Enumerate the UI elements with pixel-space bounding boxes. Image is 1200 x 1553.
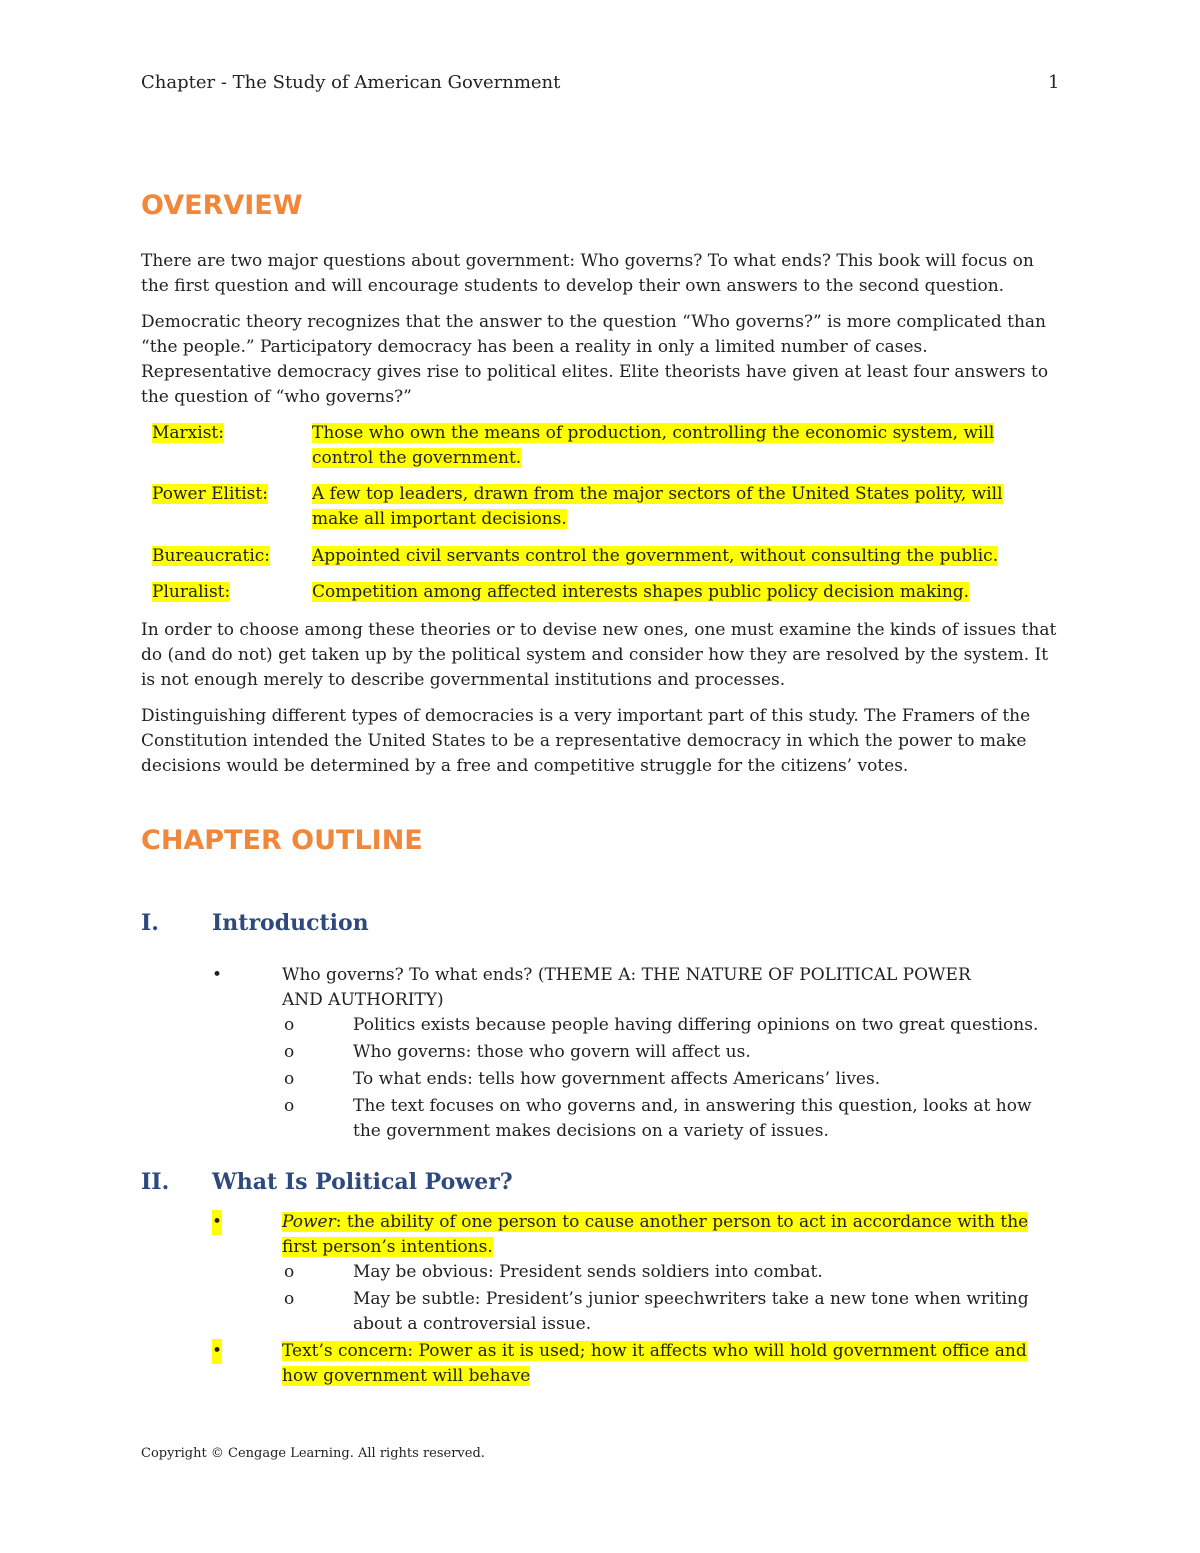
theory-definition: Those who own the means of production, controlling the economic system, will [312, 423, 995, 443]
sub-bullet-icon: o [284, 1015, 295, 1035]
section-numeral: II. [141, 1169, 170, 1195]
sub-list-item: o Who governs: those who govern will affect us. [284, 1040, 1064, 1066]
bullet-icon: • [212, 1210, 222, 1235]
theory-term: Pluralist: [152, 582, 231, 602]
overview-paragraph-3: In order to choose among these theories or to devise new ones, one must examine the kinds of issues that do (and do not) get taken up by the political system and consider how they are resolved by the system. It is not enough merely to describe governmental institutions and processes. [141, 620, 1057, 690]
sub-list-item: o The text focuses on who governs and, in answering this question, looks at how the government makes decisions on a variety of issues. [284, 1096, 1032, 1141]
page-number: 1 [1048, 72, 1060, 93]
theory-row-power-elitist: Power Elitist: A few top leaders, drawn from the major sectors of the United States polity, will make all important decisions. [152, 484, 1003, 529]
section-title-political-power: What Is Political Power? [212, 1169, 513, 1195]
theory-definition: A few top leaders, drawn from the major sectors of the United States polity, will [312, 484, 1003, 504]
overview-paragraph-2: Democratic theory recognizes that the answer to the question “Who governs?” is more complicated than “the people.” Participatory democracy has been a reality in only a limited number of cases. Representative democracy gives rise to political elites. Elite theorists have given at least four answers to the question of “who governs?” [141, 312, 1049, 407]
sub-list-item: o To what ends: tells how government affects Americans’ lives. [284, 1067, 1064, 1093]
theory-row-pluralist [150, 580, 1020, 606]
section-numeral: I. [141, 910, 159, 936]
theory-term: Bureaucratic: [152, 546, 271, 566]
bullet-icon: • [212, 1339, 222, 1364]
power-term: Power [282, 1212, 336, 1232]
sub-bullet-icon: o [284, 1289, 295, 1309]
theory-definition: Appointed civil servants control the government, without consulting the public. [312, 546, 999, 566]
list-item: • Text’s concern: Power as it is used; how it affects who will hold government office and how government will behave [212, 1341, 1027, 1386]
theory-definition: Competition among affected interests shapes public policy decision making. [312, 582, 970, 602]
overview-heading: OVERVIEW [141, 190, 303, 221]
sub-bullet-icon: o [284, 1096, 295, 1116]
sub-list-item: o May be obvious: President sends soldiers into combat. [284, 1260, 1064, 1286]
theory-term: Marxist: [152, 423, 224, 443]
theory-row-bureaucratic [150, 544, 1020, 570]
sub-list-item: o May be subtle: President’s junior speechwriters take a new tone when writing about a controversial issue. [284, 1289, 1029, 1334]
theory-row-marxist: Marxist: Those who own the means of production, controlling the economic system, will control the government. [152, 423, 995, 468]
sub-bullet-icon: o [284, 1262, 295, 1282]
theory-term: Power Elitist: [152, 484, 268, 504]
sub-list-item: o Politics exists because people having differing opinions on two great questions. [284, 1013, 1064, 1039]
chapter-outline-heading: CHAPTER OUTLINE [141, 825, 423, 856]
list-item: • Power: the ability of one person to cause another person to act in accordance with the first person’s intentions. [212, 1212, 1029, 1257]
copyright-footer: Copyright © Cengage Learning. All rights reserved. [141, 1446, 485, 1461]
overview-paragraph-1: There are two major questions about government: Who governs? To what ends? This book will focus on the first question and will encourage students to develop their own answers to the second question. [141, 251, 1034, 296]
bullet-icon: • [212, 965, 223, 985]
sub-bullet-icon: o [284, 1069, 295, 1089]
running-header-title: Chapter - The Study of American Government [141, 72, 561, 93]
overview-paragraph-4: Distinguishing different types of democracies is a very important part of this study. The Framers of the Constitution intended the United States to be a representative democracy in which the power to make decisions would be determined by a free and competitive struggle for the citizens’ votes. [141, 706, 1031, 776]
sub-bullet-icon: o [284, 1042, 295, 1062]
list-item: • Who governs? To what ends? (THEME A: THE NATURE OF POLITICAL POWER AND AUTHORITY) [212, 965, 971, 1010]
section-title-introduction: Introduction [212, 910, 369, 936]
